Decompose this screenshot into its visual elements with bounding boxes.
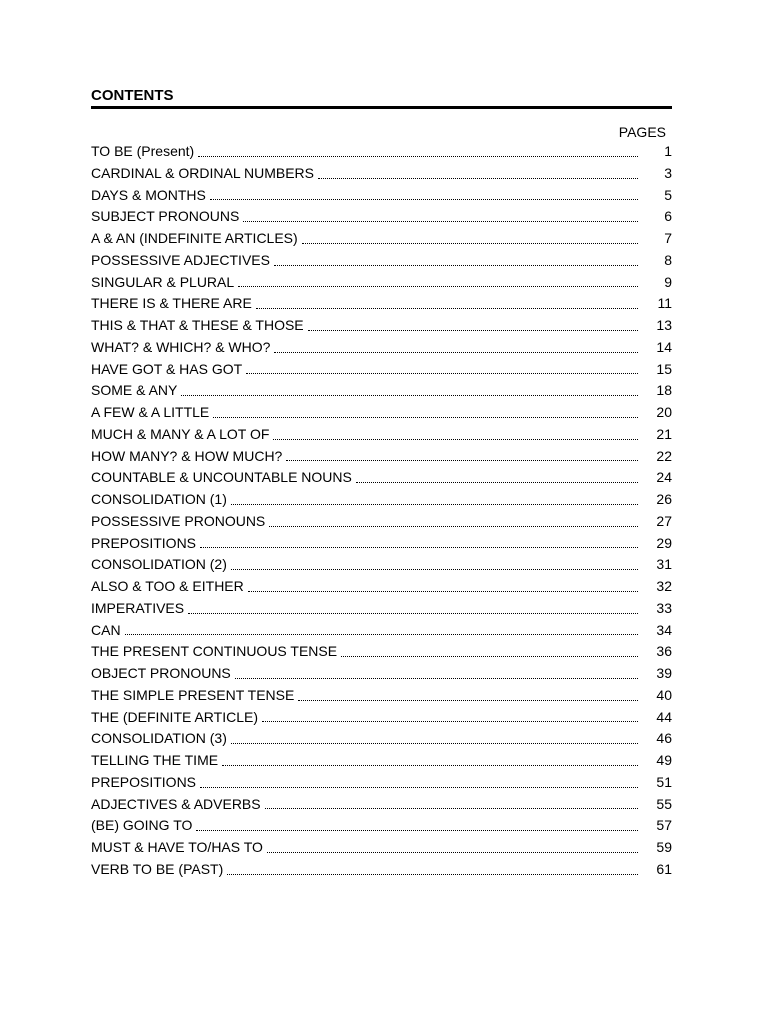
toc-entry-title: POSSESSIVE PRONOUNS: [91, 512, 266, 529]
dot-leader: [274, 341, 638, 355]
toc-entry: [91, 380, 672, 402]
toc-entry-page-number: 39: [656, 665, 672, 681]
dot-leader: [181, 384, 638, 398]
toc-entry-page-number: 11: [657, 295, 672, 312]
toc-entry-page-number: 21: [656, 425, 672, 442]
dot-leader: [341, 645, 638, 659]
toc-entry: [91, 228, 672, 250]
toc-entry-title: WHAT? & WHICH? & WHO?: [91, 338, 271, 355]
toc-entry: [91, 206, 672, 228]
toc-entry-title: THE SIMPLE PRESENT TENSE: [91, 686, 295, 703]
toc-entry-title: POSSESSIVE ADJECTIVES: [91, 251, 270, 268]
toc-entry: [91, 772, 672, 794]
toc-entry-title: CAN: [91, 621, 121, 638]
toc-entry: [91, 250, 672, 272]
toc-entry: [91, 598, 672, 620]
toc-entry: [91, 185, 672, 207]
toc-entry: [91, 489, 672, 511]
toc-entry-page-number: 40: [656, 686, 672, 703]
toc-entry-page-number: 49: [656, 752, 672, 768]
toc-entry-title: THE (DEFINITE ARTICLE): [91, 708, 258, 725]
toc-entry-title: HOW MANY? & HOW MUCH?: [91, 447, 283, 464]
toc-entry-page-number: 59: [656, 839, 672, 855]
toc-entry-page-number: 18: [656, 382, 672, 399]
toc-entry: [91, 641, 672, 663]
dot-leader: [213, 406, 638, 420]
toc-entry: [91, 163, 672, 185]
toc-entry: [91, 728, 672, 750]
toc-entry: [91, 511, 672, 533]
toc-entry-page-number: 44: [656, 708, 672, 725]
toc-entry-page-number: 27: [656, 512, 672, 529]
toc-entry-title: ADJECTIVES & ADVERBS: [91, 795, 261, 812]
toc-entry-title: TELLING THE TIME: [91, 752, 219, 768]
toc-entry-title: SINGULAR & PLURAL: [91, 273, 235, 290]
toc-entry: [91, 663, 672, 685]
toc-entry: [91, 576, 672, 598]
toc-entry-title: VERB TO BE (PAST): [91, 860, 224, 877]
toc-entry-title: (BE) GOING TO: [91, 817, 193, 834]
toc-entry: [91, 707, 672, 729]
dot-leader: [246, 362, 638, 376]
toc-entry-title: MUCH & MANY & A LOT OF: [91, 425, 270, 442]
toc-entry: [91, 402, 672, 424]
toc-entry: [91, 337, 672, 359]
toc-entry: [91, 837, 672, 859]
pages-column-label: PAGES: [618, 124, 666, 140]
toc-entry-page-number: 61: [656, 860, 672, 877]
dot-leader: [227, 863, 638, 877]
dot-leader: [286, 449, 638, 463]
toc-entry-title: HAVE GOT & HAS GOT: [91, 360, 243, 377]
toc-entry-page-number: 15: [656, 360, 672, 377]
toc-entry-page-number: 34: [656, 621, 672, 638]
toc-entry-title: THIS & THAT & THESE & THOSE: [91, 317, 304, 333]
dot-leader: [235, 667, 638, 681]
toc-entry: [91, 750, 672, 772]
dot-leader: [318, 167, 638, 181]
toc-entry-page-number: 51: [656, 773, 672, 790]
toc-entry-title: IMPERATIVES: [91, 599, 185, 616]
dot-leader: [256, 297, 638, 311]
toc-entry-page-number: 7: [664, 230, 672, 246]
dot-leader: [231, 732, 638, 746]
toc-entry-title: PREPOSITIONS: [91, 534, 197, 551]
toc-entry-title: COUNTABLE & UNCOUNTABLE NOUNS: [91, 469, 352, 486]
dot-leader: [308, 319, 638, 333]
heading-rule: [91, 106, 672, 109]
toc-entry: [91, 293, 672, 315]
dot-leader: [188, 602, 638, 616]
dot-leader: [269, 515, 638, 529]
toc-entry-page-number: 55: [656, 795, 672, 812]
dot-leader: [262, 710, 638, 724]
dot-leader: [198, 145, 638, 159]
toc-entry-page-number: 46: [656, 730, 672, 747]
dot-leader: [200, 776, 638, 790]
toc-entry: [91, 424, 672, 446]
toc-entry: [91, 467, 672, 489]
toc-entry: [91, 859, 672, 881]
dot-leader: [243, 210, 638, 224]
toc-entry-page-number: 20: [656, 404, 672, 420]
toc-entry-title: THERE IS & THERE ARE: [91, 295, 252, 312]
toc-entry: [91, 815, 672, 837]
toc-entry-page-number: 32: [656, 578, 672, 594]
toc-entry: [91, 315, 672, 337]
toc-entry-title: CONSOLIDATION (3): [91, 730, 227, 747]
toc-entry: [91, 685, 672, 707]
dot-leader: [231, 558, 638, 572]
toc-entry-title: SUBJECT PRONOUNS: [91, 208, 240, 225]
toc-entry-page-number: 57: [656, 817, 672, 834]
toc-entry-title: CONSOLIDATION (2): [91, 556, 227, 573]
toc-entry-page-number: 3: [664, 164, 672, 181]
dot-leader: [231, 493, 638, 507]
toc-entry-page-number: 31: [656, 556, 672, 573]
toc-entry-page-number: 33: [656, 599, 672, 616]
toc-list: [91, 141, 672, 881]
toc-entry-page-number: 14: [656, 338, 672, 355]
toc-entry-title: CONSOLIDATION (1): [91, 491, 227, 507]
dot-leader: [302, 232, 638, 246]
toc-entry-page-number: 9: [664, 273, 672, 290]
toc-entry-page-number: 22: [656, 447, 672, 464]
toc-entry-title: A FEW & A LITTLE: [91, 404, 210, 420]
toc-entry-page-number: 36: [656, 643, 672, 660]
dot-leader: [196, 819, 638, 833]
toc-entry-page-number: 24: [656, 469, 672, 486]
toc-entry-title: SOME & ANY: [91, 382, 178, 399]
dot-leader: [238, 275, 638, 289]
toc-entry: [91, 554, 672, 576]
toc-entry: [91, 272, 672, 294]
toc-entry-title: OBJECT PRONOUNS: [91, 665, 231, 681]
dot-leader: [248, 580, 638, 594]
toc-entry-title: CARDINAL & ORDINAL NUMBERS: [91, 164, 315, 181]
toc-entry-title: DAYS & MONTHS: [91, 186, 206, 203]
toc-entry-page-number: 8: [664, 251, 672, 268]
dot-leader: [222, 754, 638, 768]
toc-entry: [91, 620, 672, 642]
dot-leader: [273, 428, 638, 442]
dot-leader: [200, 536, 638, 550]
toc-entry-title: THE PRESENT CONTINUOUS TENSE: [91, 643, 338, 660]
toc-entry: [91, 359, 672, 381]
dot-leader: [298, 689, 638, 703]
toc-entry-title: MUST & HAVE TO/HAS TO: [91, 839, 263, 855]
toc-entry-page-number: 13: [656, 317, 672, 333]
toc-entry-page-number: 1: [664, 143, 672, 159]
dot-leader: [356, 471, 638, 485]
toc-entry-page-number: 29: [656, 534, 672, 551]
toc-entry-title: A & AN (INDEFINITE ARTICLES): [91, 230, 298, 246]
toc-entry-title: PREPOSITIONS: [91, 773, 197, 790]
toc-entry-page-number: 6: [664, 208, 672, 225]
toc-entry-title: ALSO & TOO & EITHER: [91, 578, 244, 594]
dot-leader: [267, 841, 638, 855]
dot-leader: [274, 254, 638, 268]
dot-leader: [210, 188, 638, 202]
toc-entry-page-number: 26: [656, 491, 672, 507]
dot-leader: [125, 623, 638, 637]
contents-page: [91, 86, 672, 881]
toc-entry: [91, 446, 672, 468]
toc-entry: [91, 141, 672, 163]
toc-entry: [91, 794, 672, 816]
toc-entry-page-number: 5: [664, 186, 672, 203]
dot-leader: [265, 797, 638, 811]
contents-heading: CONTENTS: [91, 87, 174, 104]
toc-entry: [91, 533, 672, 555]
toc-entry-title: TO BE (Present): [91, 143, 195, 159]
